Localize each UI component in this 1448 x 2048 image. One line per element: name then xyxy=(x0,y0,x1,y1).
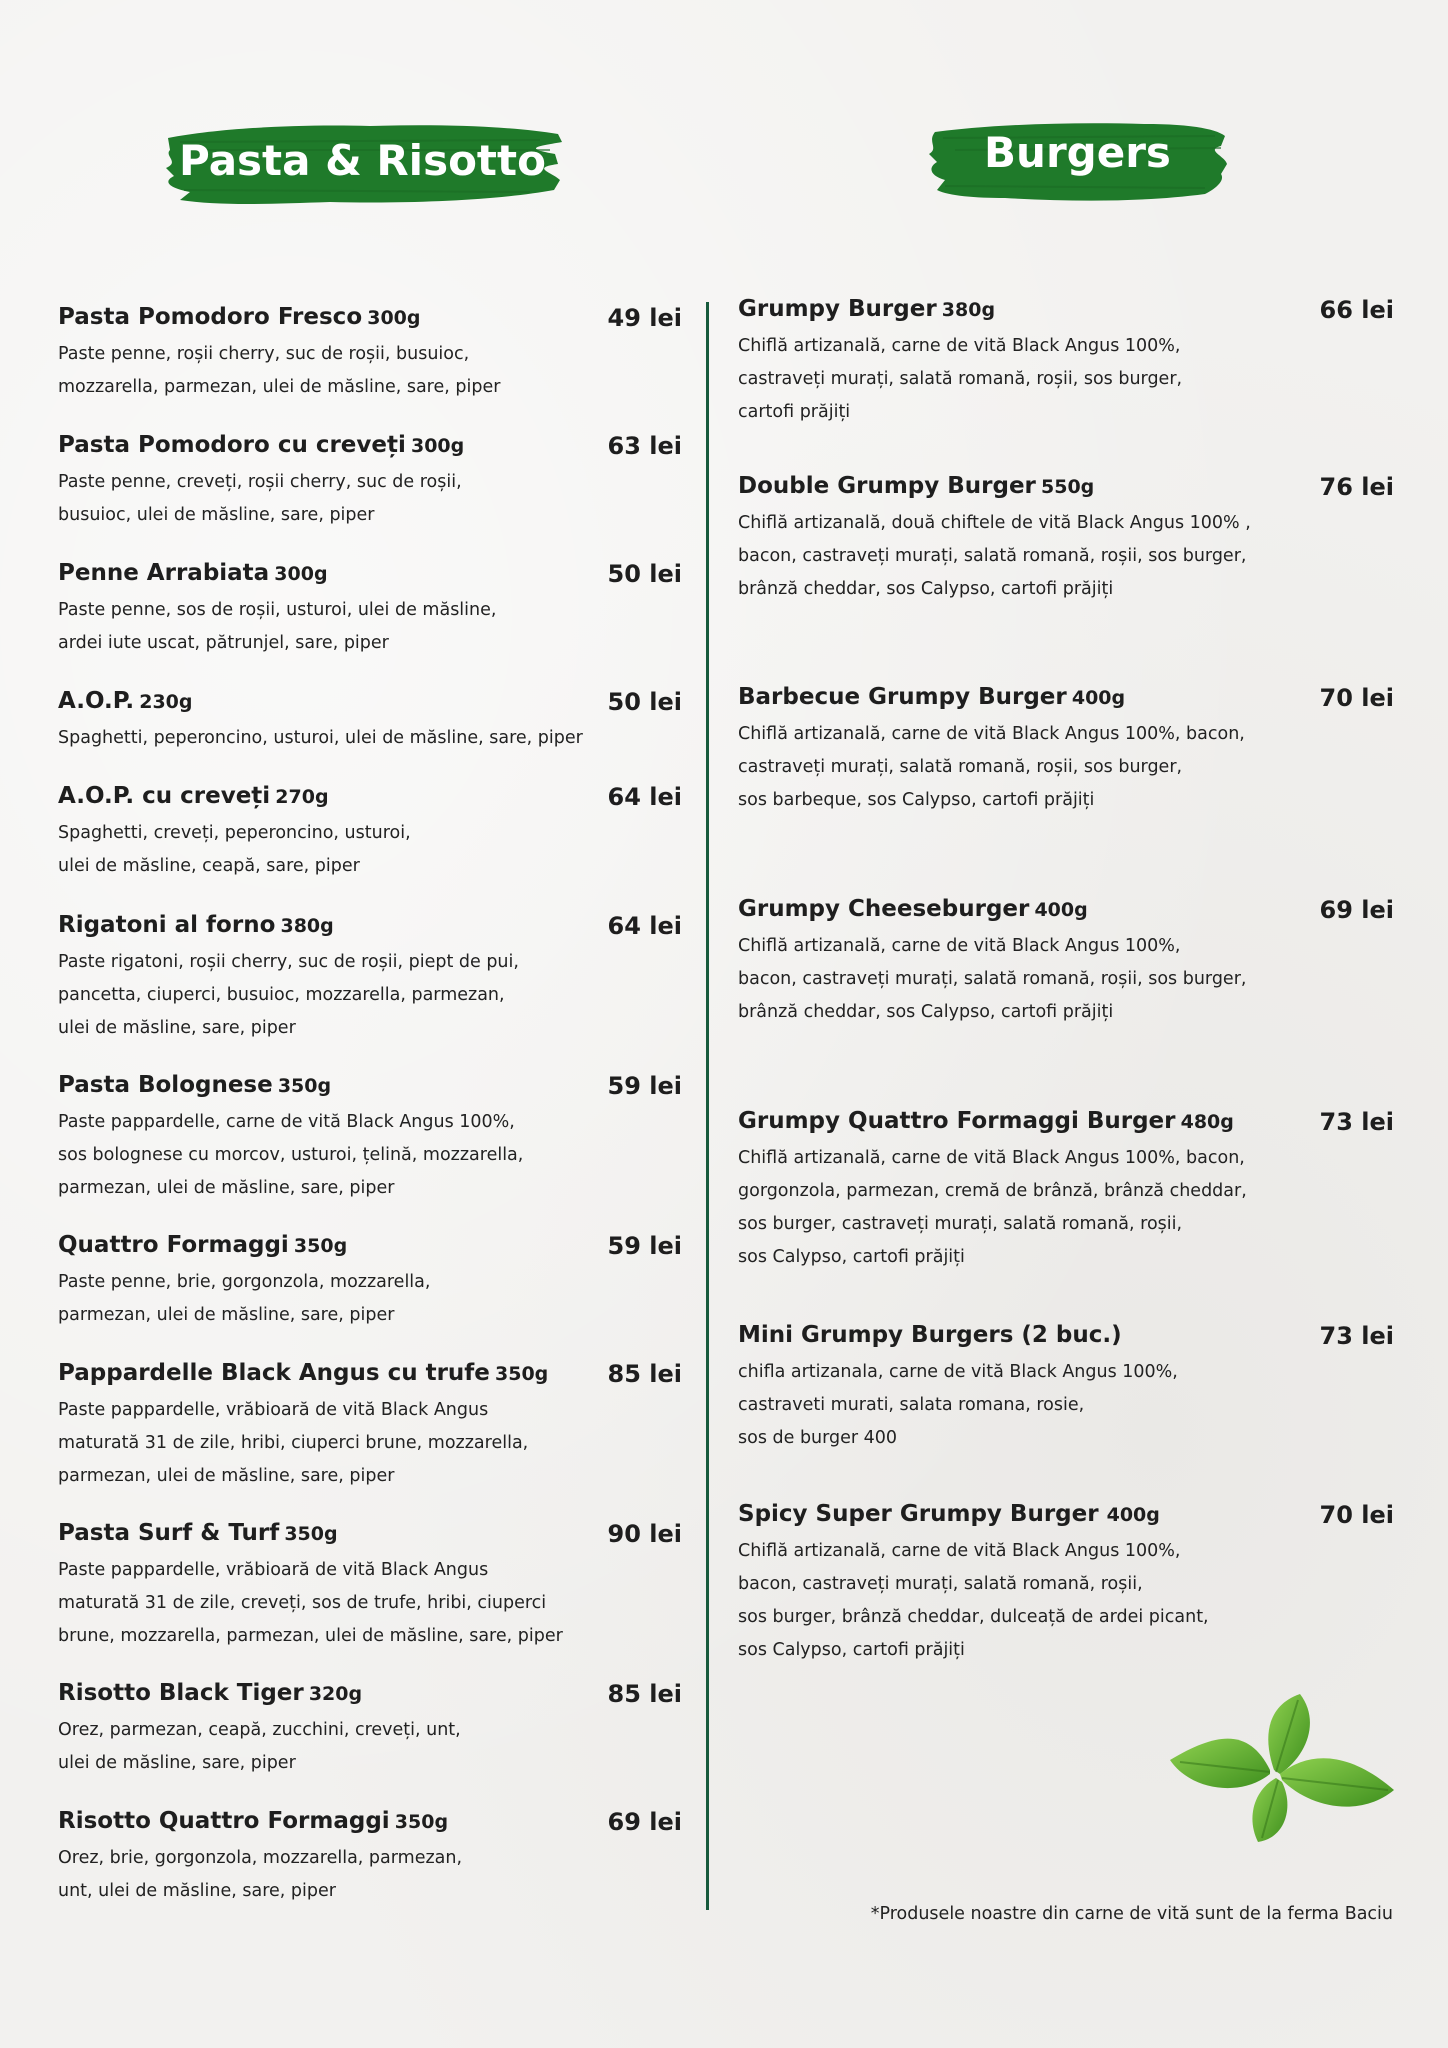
item-description: Chiflă artizanală, carne de vită Black Angus 100%, bacon, castraveți murați, salată romană, roșii, sos burger, brânză cheddar, dulceață de ardei picant, sos Calypso, cartofi prăjiți xyxy=(738,1541,1209,1660)
burgers-section-title: Burgers xyxy=(984,128,1171,177)
menu-item xyxy=(58,1360,682,1493)
item-description: Paste pappardelle, vrăbioară de vită Black Angus maturată 31 de zile, creveți, sos de trufe, hribi, ciuperci brune, mozzarella, parmezan, ulei de măsline, sare, piper xyxy=(58,1560,563,1646)
item-price: 64 lei xyxy=(607,783,682,811)
item-price: 63 lei xyxy=(607,432,682,460)
item-price: 69 lei xyxy=(1319,896,1394,924)
footnote: *Produsele noastre din carne de vită sunt de la ferma Baciu xyxy=(870,1904,1393,1924)
item-description: Spaghetti, peperoncino, usturoi, ulei de măsline, sare, piper xyxy=(58,728,583,748)
item-weight: 300g xyxy=(410,435,465,457)
item-description: Chiflă artizanală, carne de vită Black Angus 100%, castraveți murați, salată romană, roșii, sos burger, cartofi prăjiți xyxy=(738,336,1183,422)
menu-item xyxy=(738,684,1394,817)
item-price: 50 lei xyxy=(607,560,682,588)
item-weight: 350g xyxy=(293,1235,348,1257)
item-description: Paste pappardelle, carne de vită Black Angus 100%, sos bolognese cu morcov, usturoi, țelină, mozzarella, parmezan, ulei de măsline, sare, piper xyxy=(58,1112,524,1198)
menu-item xyxy=(738,296,1394,429)
item-weight: 380g xyxy=(280,915,334,937)
item-weight: 550g xyxy=(1041,476,1095,498)
item-description: Paste rigatoni, roșii cherry, suc de roșii, piept de pui, pancetta, ciuperci, busuioc, mozzarella, parmezan, ulei de măsline, sare, piper xyxy=(58,952,519,1038)
item-name: Risotto Black Tiger xyxy=(58,1680,304,1706)
item-weight: 350g xyxy=(394,1811,449,1833)
menu-item xyxy=(58,912,682,1045)
item-weight: 400g xyxy=(1106,1504,1160,1526)
item-description: Chiflă artizanală, carne de vită Black Angus 100%, bacon, castraveți murați, salată romană, roșii, sos burger, sos barbeque, sos Calypso, cartofi prăjiți xyxy=(738,724,1245,810)
menu-item xyxy=(738,473,1394,606)
item-name: Mini Grumpy Burgers (2 buc.) xyxy=(738,1322,1122,1348)
item-name: Grumpy Quattro Formaggi Burger xyxy=(738,1108,1176,1134)
item-description: Chiflă artizanală, carne de vită Black Angus 100%, bacon, gorgonzola, parmezan, cremă de brânză, brânză cheddar, sos burger, castraveți murați, salată romană, roșii, sos Calypso, cartofi prăjiți xyxy=(738,1148,1247,1267)
item-name: Pasta Bolognese xyxy=(58,1072,273,1098)
item-price: 64 lei xyxy=(607,912,682,940)
item-name: Pappardelle Black Angus cu trufe xyxy=(58,1360,490,1386)
menu-item xyxy=(58,1808,682,1908)
item-price: 66 lei xyxy=(1319,296,1394,324)
item-weight: 270g xyxy=(275,786,329,808)
item-price: 70 lei xyxy=(1319,684,1394,712)
item-price: 90 lei xyxy=(607,1520,682,1548)
basil-leaves-icon xyxy=(1150,1690,1400,1854)
menu-item xyxy=(738,896,1394,1029)
item-price: 73 lei xyxy=(1319,1322,1394,1350)
item-weight: 300g xyxy=(367,307,421,329)
item-name: Double Grumpy Burger xyxy=(738,473,1036,499)
item-weight: 350g xyxy=(495,1363,549,1385)
item-weight: 230g xyxy=(139,691,193,713)
menu-item xyxy=(738,1501,1394,1667)
menu-item xyxy=(58,1232,682,1332)
item-description: Paste penne, roșii cherry, suc de roșii, busuioc, mozzarella, parmezan, ulei de măsline, sare, piper xyxy=(58,344,501,397)
menu-item xyxy=(738,1108,1394,1274)
item-name: A.O.P. xyxy=(58,688,135,714)
item-name: Pasta Pomodoro cu creveți xyxy=(58,432,406,458)
item-name: Penne Arrabiata xyxy=(58,560,270,586)
pasta-section-title: Pasta & Risotto xyxy=(179,136,546,185)
item-name: Grumpy Burger xyxy=(738,296,937,322)
column-divider xyxy=(706,302,709,1910)
menu-item xyxy=(58,560,682,660)
item-price: 76 lei xyxy=(1319,473,1394,501)
item-weight: 400g xyxy=(1071,687,1126,709)
menu-item xyxy=(738,1322,1394,1455)
item-name: Rigatoni al forno xyxy=(58,912,276,938)
item-weight: 350g xyxy=(277,1075,332,1097)
item-price: 70 lei xyxy=(1319,1501,1394,1529)
pasta-section-banner xyxy=(160,120,565,210)
item-name: Risotto Quattro Formaggi xyxy=(58,1808,390,1834)
menu-item xyxy=(58,432,682,532)
item-weight: 380g xyxy=(941,299,996,321)
item-description: chifla artizanala, carne de vită Black Angus 100%, castraveti murati, salata romana, rosie, sos de burger 400 xyxy=(738,1362,1178,1448)
item-name: Pasta Pomodoro Fresco xyxy=(58,304,363,330)
item-weight: 300g xyxy=(274,563,328,585)
item-price: 69 lei xyxy=(607,1808,682,1836)
item-price: 85 lei xyxy=(607,1680,682,1708)
item-price: 73 lei xyxy=(1319,1108,1394,1136)
menu-item xyxy=(58,1072,682,1205)
item-description: Chiflă artizanală, carne de vită Black Angus 100%, bacon, castraveți murați, salată romană, roșii, sos burger, brânză cheddar, sos Calypso, cartofi prăjiți xyxy=(738,936,1247,1022)
item-name: A.O.P. cu creveți xyxy=(58,783,271,809)
item-price: 50 lei xyxy=(607,688,682,716)
item-description: Paste pappardelle, vrăbioară de vită Black Angus maturată 31 de zile, hribi, ciuperci brune, mozzarella, parmezan, ulei de măsline, sare, piper xyxy=(58,1400,529,1486)
item-description: Chiflă artizanală, două chiftele de vită Black Angus 100% , bacon, castraveți murați, salată romană, roșii, sos burger, brânză cheddar, sos Calypso, cartofi prăjiți xyxy=(738,513,1251,599)
burgers-section-banner xyxy=(925,118,1230,208)
menu-item xyxy=(58,1520,682,1653)
item-name: Grumpy Cheeseburger xyxy=(738,896,1030,922)
item-name: Barbecue Grumpy Burger xyxy=(738,684,1067,710)
menu-item xyxy=(58,783,682,883)
menu-item xyxy=(58,1680,682,1780)
menu-item xyxy=(58,304,682,404)
menu-item xyxy=(58,688,682,755)
item-description: Paste penne, sos de roșii, usturoi, ulei de măsline, ardei iute uscat, pătrunjel, sare, piper xyxy=(58,600,497,653)
item-description: Orez, brie, gorgonzola, mozzarella, parmezan, unt, ulei de măsline, sare, piper xyxy=(58,1848,463,1901)
item-description: Spaghetti, creveți, peperoncino, usturoi, ulei de măsline, ceapă, sare, piper xyxy=(58,823,411,876)
item-description: Orez, parmezan, ceapă, zucchini, creveți, unt, ulei de măsline, sare, piper xyxy=(58,1720,461,1773)
item-price: 59 lei xyxy=(607,1072,682,1100)
item-price: 59 lei xyxy=(607,1232,682,1260)
item-description: Paste penne, creveți, roșii cherry, suc de roșii, busuioc, ulei de măsline, sare, piper xyxy=(58,472,462,525)
item-weight: 320g xyxy=(308,1683,363,1705)
item-price: 85 lei xyxy=(607,1360,682,1388)
item-name: Quattro Formaggi xyxy=(58,1232,289,1258)
item-name: Pasta Surf & Turf xyxy=(58,1520,280,1546)
item-name: Spicy Super Grumpy Burger xyxy=(738,1501,1107,1527)
item-price: 49 lei xyxy=(607,304,682,332)
item-weight: 480g xyxy=(1180,1111,1234,1133)
item-description: Paste penne, brie, gorgonzola, mozzarella, parmezan, ulei de măsline, sare, piper xyxy=(58,1272,431,1325)
item-weight: 350g xyxy=(284,1523,338,1545)
item-weight: 400g xyxy=(1034,899,1088,921)
